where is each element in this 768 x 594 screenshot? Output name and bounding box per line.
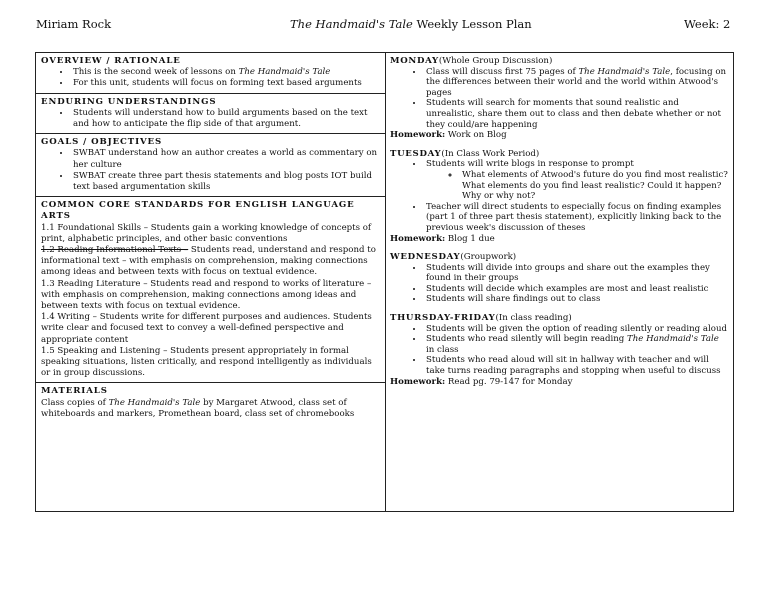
list-item: • Students will understand how to build arguments based on the text and how to anticipate the flip side of that argument.: [71, 108, 380, 130]
thursday-sub: (In class reading): [495, 313, 572, 324]
monday-b1-book: The Handmaid's Tale: [578, 66, 671, 77]
wednesday-block: [390, 252, 729, 305]
list-item: • SWBAT understand how an author creates a world as commentary on her culture: [71, 148, 380, 170]
list-item: [424, 334, 729, 355]
document-title-book: The Handmaid's Tale: [290, 17, 413, 31]
goals-list: [41, 148, 380, 193]
list-item: • For this unit, students will focus on forming text based arguments: [71, 78, 380, 89]
materials-section: [36, 383, 385, 511]
monday-block: [390, 56, 729, 141]
list-item: [424, 67, 729, 99]
monday-heading: [390, 56, 729, 67]
materials-rest: by Margaret Atwood, class set of whiteboards and markers, Promethean board, class set of chromebooks: [41, 397, 355, 419]
materials-text: [41, 398, 380, 420]
standard-1-1: 1.1 Foundational Skills – Students gain a working knowledge of concepts of print, alphabetic principles, and other basic conventions: [41, 222, 372, 244]
thursday-b2-rest: in class: [426, 344, 459, 355]
enduring-list: [41, 108, 380, 130]
standard-1-3: 1.3 Reading Literature – Students read and respond to works of literature – with emphasis on comprehension, making connections among ideas and between texts with focus on textual evidence.: [41, 278, 372, 312]
enduring-section: [36, 94, 385, 135]
week-label: Week: 2: [684, 17, 731, 31]
list-item: • Students will search for moments that sound realistic and unrealistic, share them out to class and then debate whether or not they could/are happening: [424, 98, 729, 130]
thursday-friday-block: [390, 313, 729, 387]
thursday-b2-pre: Students who read silently will begin reading: [426, 334, 628, 345]
standard-1-2: [41, 245, 380, 279]
list-item: ◦ What elements of Atwood's future do you find most realistic? What elements do you find least realistic? Could it happen? Why or why not?: [460, 170, 729, 202]
overview-item1-text: This is the second week of lessons on: [73, 67, 239, 78]
list-item: • Students will be given the option of reading silently or reading aloud: [424, 324, 729, 335]
tuesday-heading: [390, 149, 729, 160]
monday-b1-pre: Class will discuss first 75 pages of: [426, 66, 579, 77]
overview-list: [41, 67, 380, 89]
thursday-hw-text: Read pg. 79-147 for Monday: [445, 376, 573, 387]
left-column: [36, 53, 386, 511]
standard-1-4: 1.4 Writing – Students write for different purposes and audiences. Students write clear and focused text to convey a well-defined perspective and appropriate content: [41, 312, 372, 345]
wednesday-sub: (Groupwork): [460, 252, 517, 263]
materials-title: MATERIALS: [41, 386, 108, 397]
overview-item1-book: The Handmaid's Tale: [238, 67, 331, 78]
goals-section: [36, 134, 385, 197]
list-item: • SWBAT create three part thesis statements and blog posts IOT build text based argumentation skills: [71, 171, 380, 193]
thursday-b2-book: The Handmaid's Tale: [627, 334, 719, 345]
document-title-rest: Weekly Lesson Plan: [412, 17, 532, 31]
thursday-homework: [390, 377, 729, 388]
thursday-heading: [390, 313, 729, 324]
standards-title: COMMON CORE STANDARDS FOR ENGLISH LANGUAGE ARTS: [41, 200, 355, 222]
author-name: Miriam Rock: [36, 17, 112, 31]
monday-hw-text: Work on Blog: [445, 130, 507, 141]
standard-1-2-text: Students read, understand and respond to informational text – with emphasis on comprehension, making connections among ideas and between texts with focus on textual evidence.: [41, 245, 376, 278]
tuesday-sub: (In Class Work Period): [441, 148, 540, 159]
wednesday-title: WEDNESDAY: [390, 252, 461, 263]
list-item: [71, 67, 380, 78]
standard-1-5: 1.5 Speaking and Listening – Students present appropriately in formal speaking situations, listen critically, and respond intelligently as individuals or in group discussions.: [41, 345, 372, 379]
list-item: • Teacher will direct students to especially focus on finding examples (part 1 of three part thesis statement), explicitly linking back to the previous week's discussion of theses: [424, 202, 729, 234]
list-item: • Students will divide into groups and share out the examples they found in their groups: [424, 263, 729, 284]
right-column: [386, 53, 733, 511]
tuesday-hw-label: Homework:: [390, 233, 446, 244]
overview-section: [36, 53, 385, 94]
thursday-list: [390, 324, 729, 377]
tuesday-homework: [390, 234, 729, 245]
lesson-plan-table: [35, 52, 734, 512]
monday-sub: (Whole Group Discussion): [438, 56, 553, 66]
monday-title: MONDAY: [390, 56, 439, 66]
goals-title: GOALS / OBJECTIVES: [41, 137, 163, 148]
monday-list: [390, 67, 729, 131]
list-item: • Students who read aloud will sit in hallway with teacher and will take turns reading paragraphs and stopping when useful to discuss: [424, 355, 729, 376]
list-item: • Students will decide which examples are most and least realistic: [424, 284, 729, 295]
document-title: [290, 17, 532, 31]
standard-1-2-struck: 1.2 Reading Informational Texts –: [41, 245, 189, 256]
list-item: [424, 159, 729, 201]
standards-section: [36, 197, 385, 383]
tuesday-hw-text: Blog 1 due: [445, 233, 495, 244]
overview-title: OVERVIEW / RATIONALE: [41, 56, 181, 66]
thursday-title: THURSDAY-FRIDAY: [390, 313, 496, 324]
materials-pre: Class copies of: [41, 397, 109, 408]
tuesday-list: [390, 159, 729, 233]
tuesday-sublist: [426, 170, 729, 202]
thursday-hw-label: Homework:: [390, 376, 446, 387]
wednesday-heading: [390, 252, 729, 263]
tuesday-b1: Students will write blogs in response to prompt: [426, 159, 634, 170]
wednesday-list: [390, 263, 729, 305]
list-item: • Students will share findings out to class: [424, 294, 729, 305]
tuesday-title: TUESDAY: [390, 148, 442, 159]
enduring-title: ENDURING UNDERSTANDINGS: [41, 96, 217, 107]
monday-homework: [390, 130, 729, 141]
materials-book: The Handmaid's Tale: [108, 397, 201, 408]
monday-hw-label: Homework:: [390, 130, 446, 141]
monday-b1-rest: , focusing on the differences between their world and the world within Atwood's pages: [426, 66, 727, 98]
tuesday-block: [390, 149, 729, 244]
